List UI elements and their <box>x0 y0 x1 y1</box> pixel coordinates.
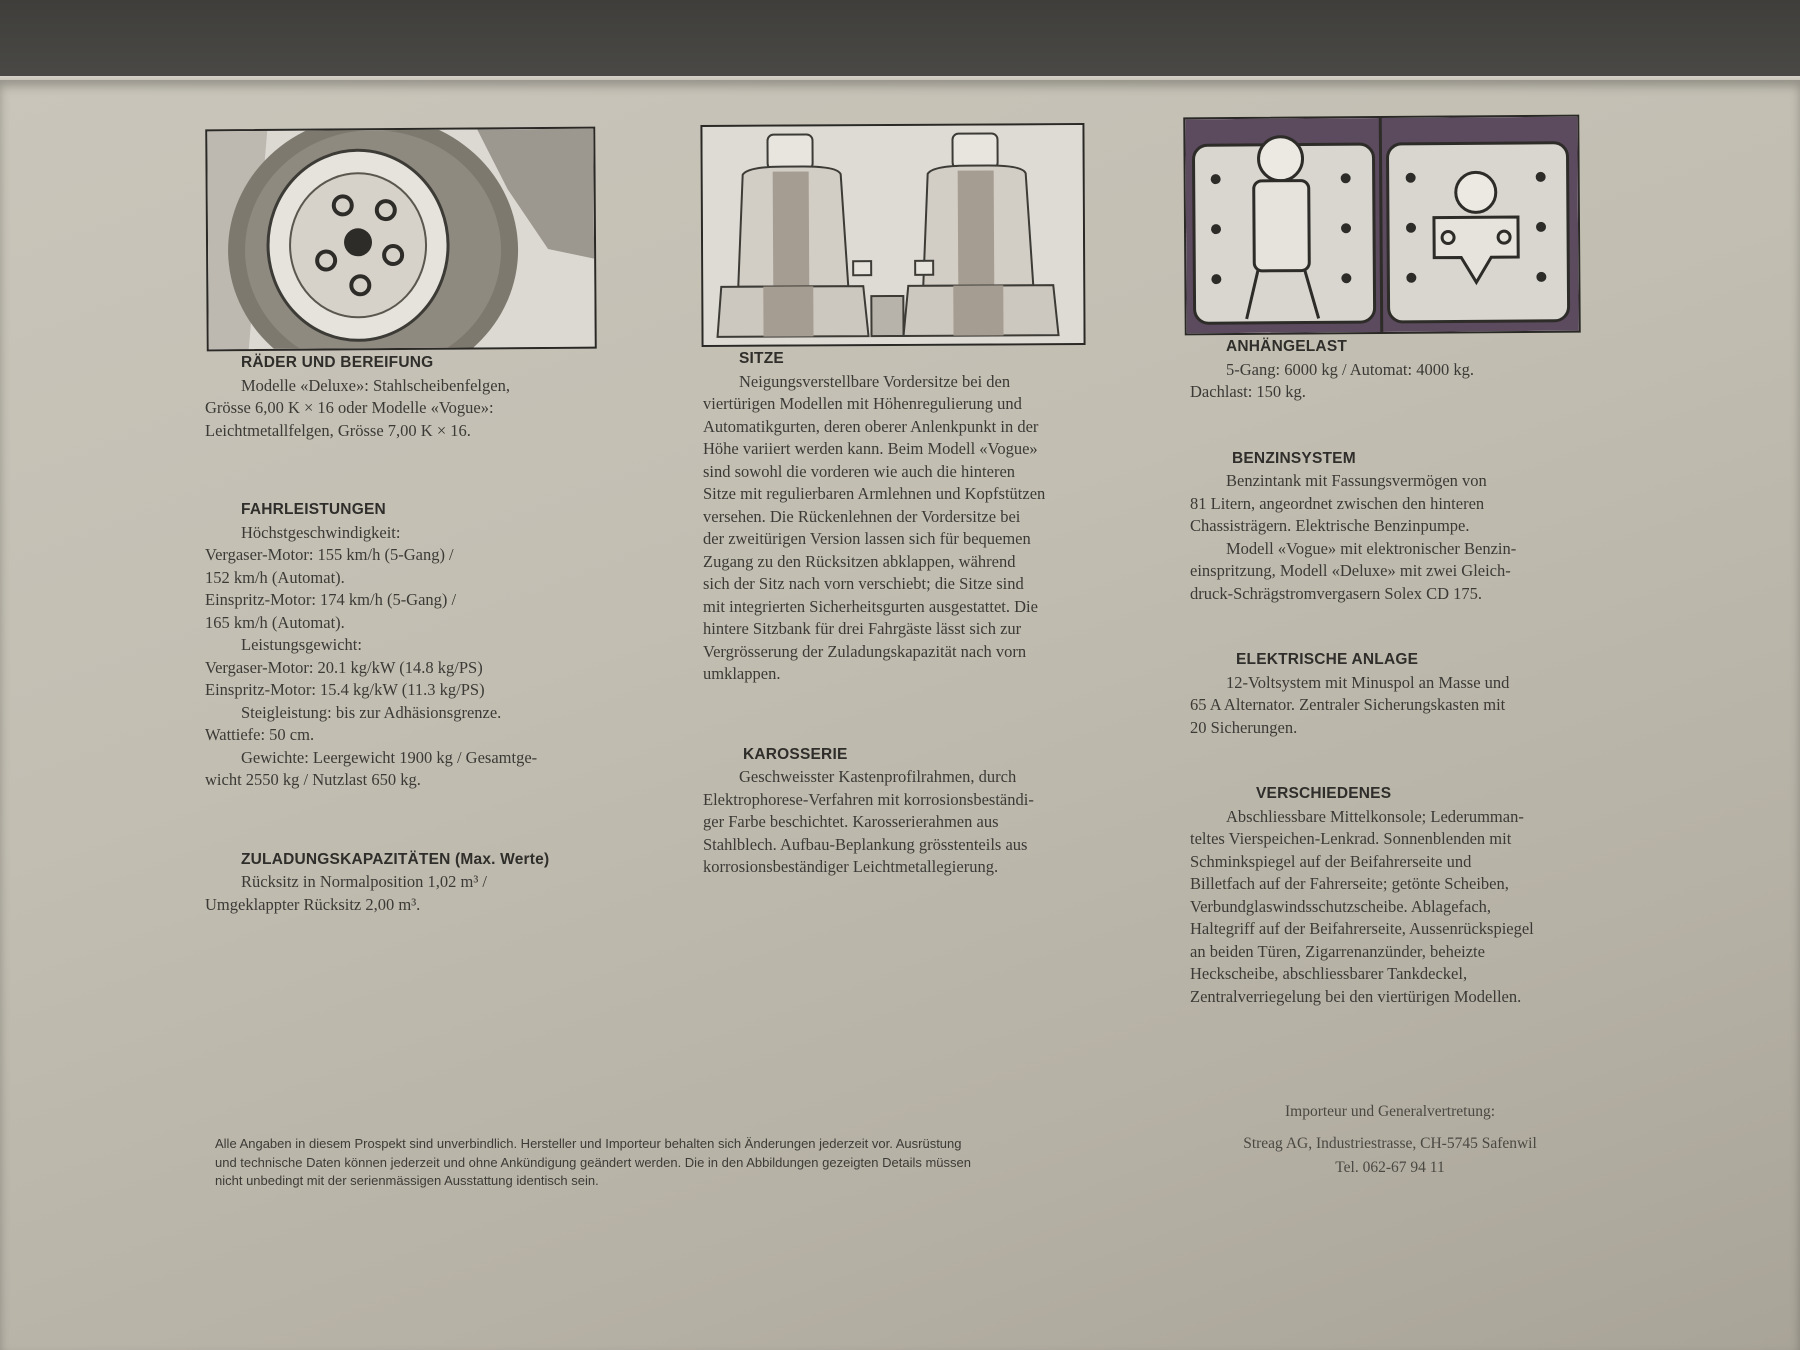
karosserie-line: Geschweisster Kastenprofilrahmen, durch <box>739 767 1017 786</box>
fahrleistungen-line: Höchstgeschwindigkeit: <box>241 522 401 542</box>
fahrleistungen-line: Leistungsgewicht: <box>241 635 362 654</box>
wheel-illustration <box>205 127 597 352</box>
sitze-line: Automatikgurten, deren oberer Anlenkpunkt in der <box>703 416 1039 436</box>
heading-sitze: SITZE <box>739 350 784 367</box>
elektrische-line: 20 Sicherungen. <box>1190 717 1298 737</box>
raeder-line: Modelle «Deluxe»: Stahlscheibenfelgen, <box>241 375 510 395</box>
karosserie-line: ger Farbe beschichtet. Karosserierahmen aus <box>703 812 999 831</box>
importer-label: Importeur und Generalvertretung: <box>1284 1103 1496 1120</box>
sitze-line: Vergrösserung der Zuladungskapazität nach vorn <box>703 641 1027 661</box>
section-elektrische <box>1190 649 1610 739</box>
hitch-illustration <box>1183 115 1581 336</box>
raeder-line: Leichtmetallfelgen, Grösse 7,00 K × 16. <box>205 420 471 440</box>
section-karosserie <box>703 744 1108 879</box>
fahrleistungen-line: Vergaser-Motor: 155 km/h (5-Gang) / <box>205 545 454 564</box>
anhaengelast-line: Dachlast: 150 kg. <box>1190 382 1306 401</box>
disclaimer-line: und technische Daten können jederzeit und ohne Ankündigung geändert werden. Die in den Abbildungen gezeigten Details müssen <box>215 1154 971 1170</box>
sitze-line: Zugang zu den Rücksitzen abklappen, während <box>703 551 1016 571</box>
verschiedenes-line: Schminkspiegel auf der Beifahrerseite und <box>1190 851 1472 871</box>
benzinsystem-line: 81 Litern, angeordnet zwischen den hinteren <box>1190 493 1485 513</box>
verschiedenes-line: Verbundglaswindsschutzscheibe. Ablagefach, <box>1190 896 1492 916</box>
anhaengelast-line: 5-Gang: 6000 kg / Automat: 4000 kg. <box>1226 359 1474 379</box>
verschiedenes-line: Heckscheibe, abschliessbarer Tankdeckel, <box>1190 964 1468 983</box>
karosserie-line: korrosionsbeständiger Leichtmetallegierung. <box>703 857 999 876</box>
heading-elektrische: ELEKTRISCHE ANLAGE <box>1236 651 1419 668</box>
disclaimer-line: nicht unbedingt mit der serienmässigen Ausstattung identisch sein. <box>215 1173 599 1188</box>
section-anhaengelast <box>1190 336 1610 404</box>
karosserie-line: Elektrophorese-Verfahren mit korrosionsbeständi- <box>703 789 1034 809</box>
heading-verschiedenes: VERSCHIEDENES <box>1256 785 1392 802</box>
section-sitze <box>703 348 1108 686</box>
benzinsystem-line: einspritzung, Modell «Deluxe» mit zwei Gleich- <box>1190 561 1511 580</box>
disclaimer-line: Alle Angaben in diesem Prospekt sind unverbindlich. Hersteller und Importeur behalten sich Änderungen jederzeit vor. Ausrüstung <box>215 1136 962 1151</box>
sitze-line: der zweitürigen Version lassen sich für bequemen <box>703 529 1031 548</box>
sitze-line: Sitze mit regulierbaren Armlehnen und Kopfstützen <box>703 484 1046 503</box>
section-benzinsystem <box>1190 448 1610 606</box>
sitze-line: viertürigen Modellen mit Höhenregulierung und <box>703 394 1022 413</box>
karosserie-line: Stahlblech. Aufbau-Beplankung grösstenteils aus <box>703 834 1028 854</box>
benzinsystem-line: Modell «Vogue» mit elektronischer Benzin- <box>1226 538 1517 558</box>
fahrleistungen-line: Einspritz-Motor: 174 km/h (5-Gang) / <box>205 590 457 609</box>
heading-karosserie: KAROSSERIE <box>743 745 848 763</box>
elektrische-line: 65 A Alternator. Zentraler Sicherungskasten mit <box>1190 695 1506 714</box>
disclaimer <box>215 1135 1115 1191</box>
heading-raeder: RÄDER UND BEREIFUNG <box>241 354 434 371</box>
verschiedenes-line: an beiden Türen, Zigarrenanzünder, beheizte <box>1190 941 1485 961</box>
heading-zuladung <box>205 849 605 872</box>
sitze-line: mit integrierten Sicherheitsgurten ausgestattet. Die <box>703 596 1038 616</box>
sitze-line: sich der Sitz nach vorn verschiebt; die Sitze sind <box>703 574 1024 593</box>
zuladung-line: Rücksitz in Normalposition 1,02 m³ / <box>241 872 488 891</box>
fahrleistungen-line: Steigleistung: bis zur Adhäsionsgrenze. <box>241 702 502 722</box>
wheel-drawing <box>207 129 595 350</box>
verschiedenes-line: Zentralverriegelung bei den viertürigen Modellen. <box>1190 986 1522 1006</box>
elektrische-line: 12-Voltsystem mit Minuspol an Masse und <box>1226 672 1510 692</box>
fahrleistungen-line: wicht 2550 kg / Nutzlast 650 kg. <box>205 770 421 789</box>
fahrleistungen-line: Wattiefe: 50 cm. <box>205 725 315 744</box>
hitch-drawing <box>1185 117 1578 334</box>
column-right <box>1190 336 1610 1008</box>
sitze-line: Neigungsverstellbare Vordersitze bei den <box>739 371 1011 391</box>
zuladung-line: Umgeklappter Rücksitz 2,00 m³. <box>205 894 421 914</box>
heading-zuladung-suffix: (Max. Werte) <box>455 850 550 868</box>
sitze-line: versehen. Die Rückenlehnen der Vordersitze bei <box>703 506 1021 526</box>
verschiedenes-line: Billetfach auf der Fahrerseite; getönte Scheiben, <box>1190 874 1509 893</box>
sitze-line: hintere Sitzbank für drei Fahrgäste lässt sich zur <box>703 619 1022 638</box>
verschiedenes-line: Haltegriff auf der Beifahrerseite, Aussenrückspiegel <box>1190 919 1534 938</box>
heading-benzinsystem: BENZINSYSTEM <box>1232 449 1356 467</box>
importer-address: Streag AG, Industriestrasse, CH-5745 Safenwil <box>1243 1135 1537 1152</box>
benzinsystem-line: Benzintank mit Fassungsvermögen von <box>1226 471 1487 490</box>
sitze-line: Höhe variiert werden kann. Beim Modell «Vogue» <box>703 439 1038 458</box>
fahrleistungen-line: Vergaser-Motor: 20.1 kg/kW (14.8 kg/PS) <box>205 657 483 677</box>
benzinsystem-line: Chassisträgern. Elektrische Benzinpumpe. <box>1190 516 1470 535</box>
verschiedenes-line: teltes Vierspeichen-Lenkrad. Sonnenblenden mit <box>1190 829 1512 848</box>
background-surface <box>0 0 1800 80</box>
seats-drawing <box>702 125 1083 345</box>
sitze-line: sind sowohl die vorderen wie auch die hinteren <box>703 461 1016 481</box>
column-left <box>205 352 605 916</box>
section-verschiedenes <box>1190 783 1610 1008</box>
section-zuladung <box>205 849 605 917</box>
column-middle <box>703 348 1108 879</box>
raeder-line: Grösse 6,00 K × 16 oder Modelle «Vogue»: <box>205 398 494 417</box>
importer-block <box>1230 1100 1550 1180</box>
heading-fahrleistungen: FAHRLEISTUNGEN <box>241 501 386 518</box>
sitze-line: umklappen. <box>703 664 781 683</box>
fahrleistungen-line: Gewichte: Leergewicht 1900 kg / Gesamtge- <box>241 747 538 767</box>
benzinsystem-line: druck-Schrägstromvergasern Solex CD 175. <box>1190 583 1483 603</box>
section-fahrleistungen <box>205 499 605 792</box>
importer-phone: Tel. 062-67 94 11 <box>1335 1159 1445 1176</box>
seats-illustration <box>700 123 1085 347</box>
heading-anhaengelast: ANHÄNGELAST <box>1226 338 1348 355</box>
heading-zuladung-main: ZULADUNGSKAPAZITÄTEN <box>241 850 451 868</box>
section-raeder <box>205 352 605 442</box>
fahrleistungen-line: 165 km/h (Automat). <box>205 612 345 632</box>
verschiedenes-line: Abschliessbare Mittelkonsole; Lederumman- <box>1226 806 1524 826</box>
fahrleistungen-line: 152 km/h (Automat). <box>205 567 345 587</box>
fahrleistungen-line: Einspritz-Motor: 15.4 kg/kW (11.3 kg/PS) <box>205 680 485 699</box>
